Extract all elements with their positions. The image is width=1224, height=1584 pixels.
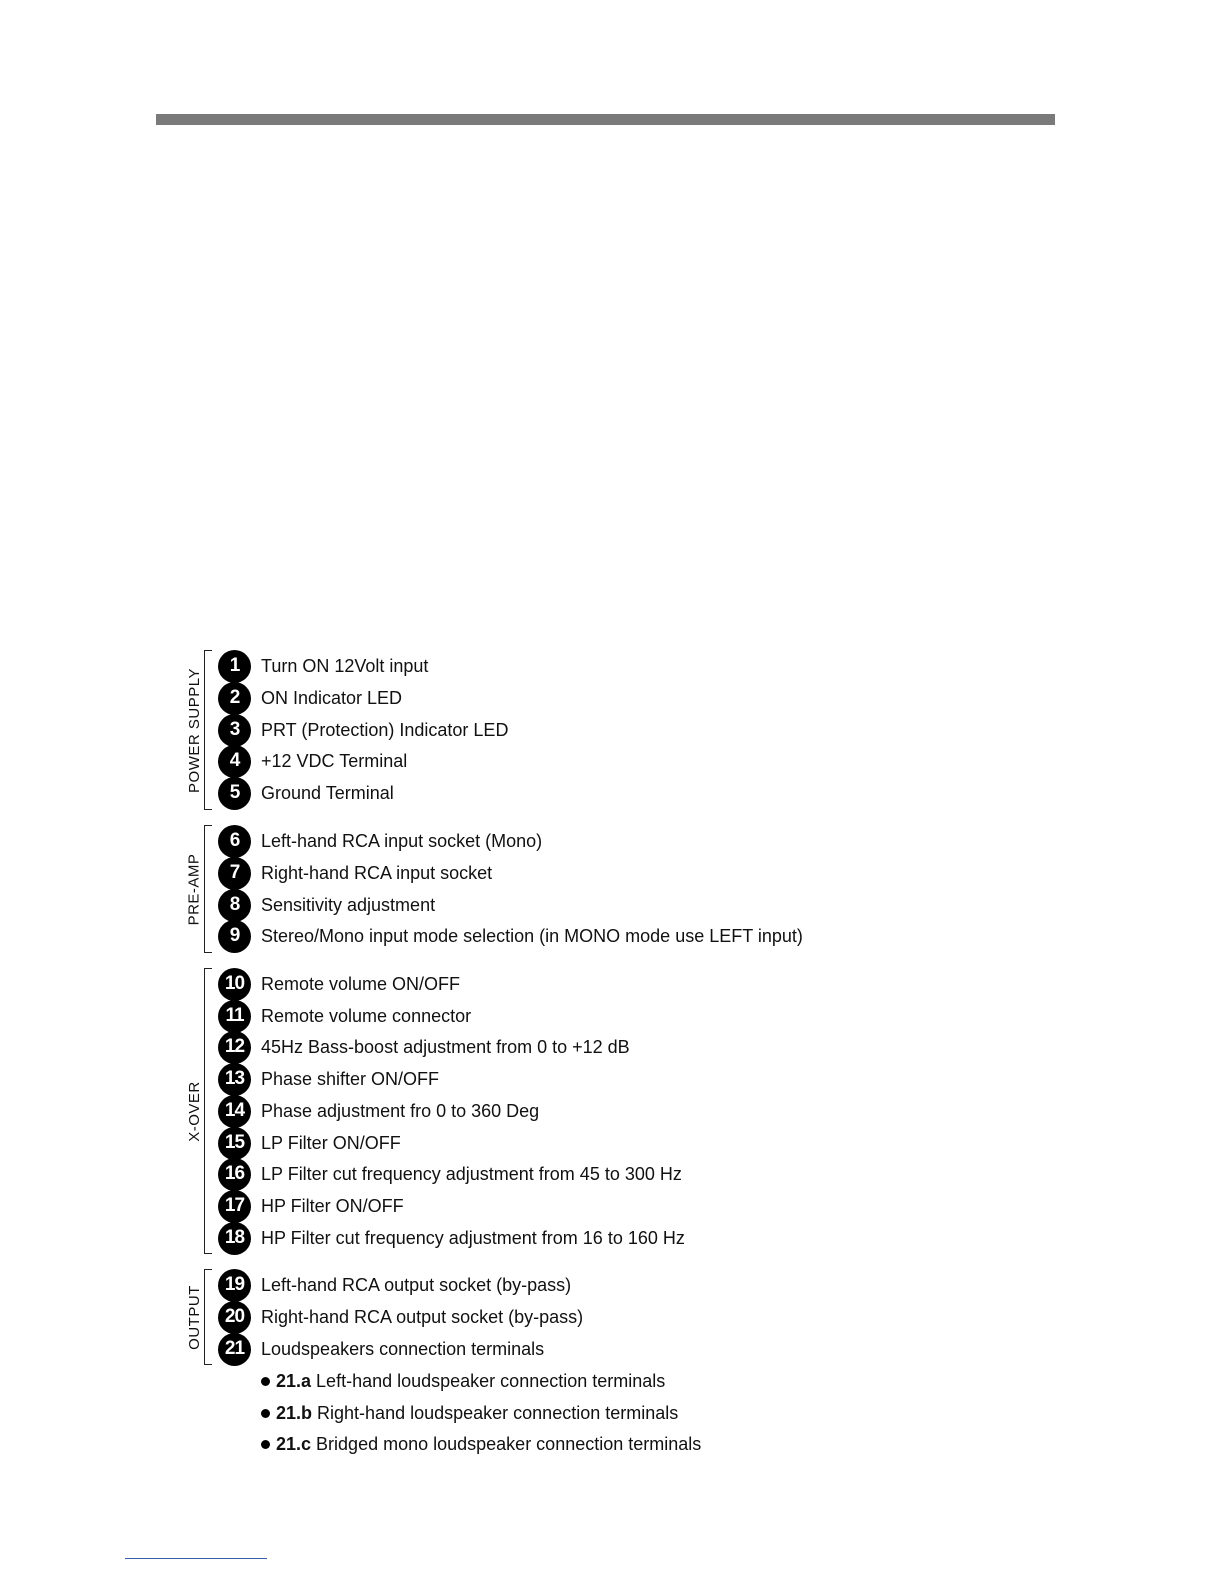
list-item (218, 1190, 404, 1222)
sub-list-item (261, 1428, 701, 1460)
sub-list-item (261, 1397, 678, 1429)
item-label: Turn ON 12Volt input (261, 655, 429, 676)
item-label: +12 VDC Terminal (261, 750, 408, 771)
list-item (218, 920, 803, 952)
item-label: Remote volume connector (261, 1005, 472, 1026)
bullet-icon (261, 1377, 270, 1386)
item-label: Phase adjustment fro 0 to 360 Deg (261, 1100, 540, 1121)
list-item (218, 714, 508, 746)
sub-item-label: Bridged mono loudspeaker connection terminals (316, 1433, 702, 1454)
list-item (218, 682, 402, 714)
item-label: LP Filter ON/OFF (261, 1132, 401, 1153)
list-item (218, 1158, 682, 1190)
group-pre-amp (182, 825, 882, 953)
item-label: Right-hand RCA input socket (261, 862, 493, 883)
list-item (218, 1333, 544, 1365)
list-item (218, 889, 435, 921)
item-number-badge: 6 (218, 825, 251, 858)
group-bracket (204, 1269, 212, 1365)
list-item (218, 650, 428, 682)
group-label (182, 825, 206, 953)
item-label: Ground Terminal (261, 782, 394, 803)
item-label: Stereo/Mono input mode selection (in MONO mode use LEFT input) (261, 925, 803, 946)
list-item (218, 745, 407, 777)
group-bracket (204, 968, 212, 1254)
sub-list-item (261, 1365, 665, 1397)
group-x-over (182, 968, 882, 1254)
item-number-badge: 1 (218, 650, 251, 683)
item-label: PRT (Protection) Indicator LED (261, 719, 509, 740)
group-label-text: X-OVER (185, 1080, 203, 1142)
item-label: Remote volume ON/OFF (261, 973, 461, 994)
group-bracket (204, 825, 212, 953)
item-number-badge: 2 (218, 682, 251, 715)
item-number-badge: 11 (218, 1000, 251, 1033)
item-number-badge: 8 (218, 889, 251, 922)
sub-item-id: 21.a (276, 1370, 312, 1391)
item-label: LP Filter cut frequency adjustment from 45 to 300 Hz (261, 1163, 682, 1184)
list-item (218, 1031, 630, 1063)
item-number-badge: 20 (218, 1301, 251, 1334)
group-label-text: PRE-AMP (185, 853, 203, 925)
item-number-badge: 14 (218, 1095, 251, 1128)
item-label: Right-hand RCA output socket (by-pass) (261, 1306, 584, 1327)
item-label: HP Filter ON/OFF (261, 1195, 404, 1216)
item-number-badge: 19 (218, 1269, 251, 1302)
list-item (218, 777, 394, 809)
sub-item-label: Right-hand loudspeaker connection terminals (317, 1402, 679, 1423)
bullet-icon (261, 1409, 270, 1418)
sub-item-id: 21.c (276, 1433, 312, 1454)
header-rule (156, 114, 1055, 125)
group-label (182, 650, 206, 810)
list-item (218, 825, 542, 857)
item-label: HP Filter cut frequency adjustment from 16 to 160 Hz (261, 1227, 685, 1248)
list-item (218, 1095, 539, 1127)
list-item (218, 1269, 571, 1301)
sub-item-label: Left-hand loudspeaker connection terminals (316, 1370, 666, 1391)
item-number-badge: 7 (218, 857, 251, 890)
item-number-badge: 17 (218, 1190, 251, 1223)
item-number-badge: 5 (218, 777, 251, 810)
item-label: Sensitivity adjustment (261, 894, 436, 915)
list-item (218, 1301, 583, 1333)
item-label: 45Hz Bass-boost adjustment from 0 to +12 dB (261, 1036, 630, 1057)
item-number-badge: 3 (218, 714, 251, 747)
item-number-badge: 16 (218, 1158, 251, 1191)
item-number-badge: 10 (218, 968, 251, 1001)
list-item (218, 857, 492, 889)
item-number-badge: 4 (218, 745, 251, 778)
sub-item-id: 21.b (276, 1402, 313, 1423)
item-number-badge: 21 (218, 1333, 251, 1366)
list-item (218, 1127, 401, 1159)
group-bracket (204, 650, 212, 810)
item-label: Phase shifter ON/OFF (261, 1068, 440, 1089)
item-number-badge: 13 (218, 1063, 251, 1096)
group-label-text: POWER SUPPLY (185, 667, 203, 793)
list-item (218, 1063, 439, 1095)
list-item (218, 968, 460, 1000)
item-label: Left-hand RCA input socket (Mono) (261, 830, 543, 851)
footer-link-underline (125, 1558, 267, 1559)
group-label-text: OUTPUT (185, 1284, 203, 1350)
item-number-badge: 15 (218, 1127, 251, 1160)
item-number-badge: 12 (218, 1031, 251, 1064)
item-number-badge: 18 (218, 1222, 251, 1255)
item-label: Loudspeakers connection terminals (261, 1338, 545, 1359)
list-item (218, 1000, 471, 1032)
list-item (218, 1222, 685, 1254)
group-output (182, 1269, 882, 1365)
group-power-supply (182, 650, 882, 810)
group-label (182, 1269, 206, 1365)
bullet-icon (261, 1440, 270, 1449)
item-label: ON Indicator LED (261, 687, 403, 708)
item-number-badge: 9 (218, 920, 251, 953)
item-label: Left-hand RCA output socket (by-pass) (261, 1274, 572, 1295)
group-label (182, 968, 206, 1254)
